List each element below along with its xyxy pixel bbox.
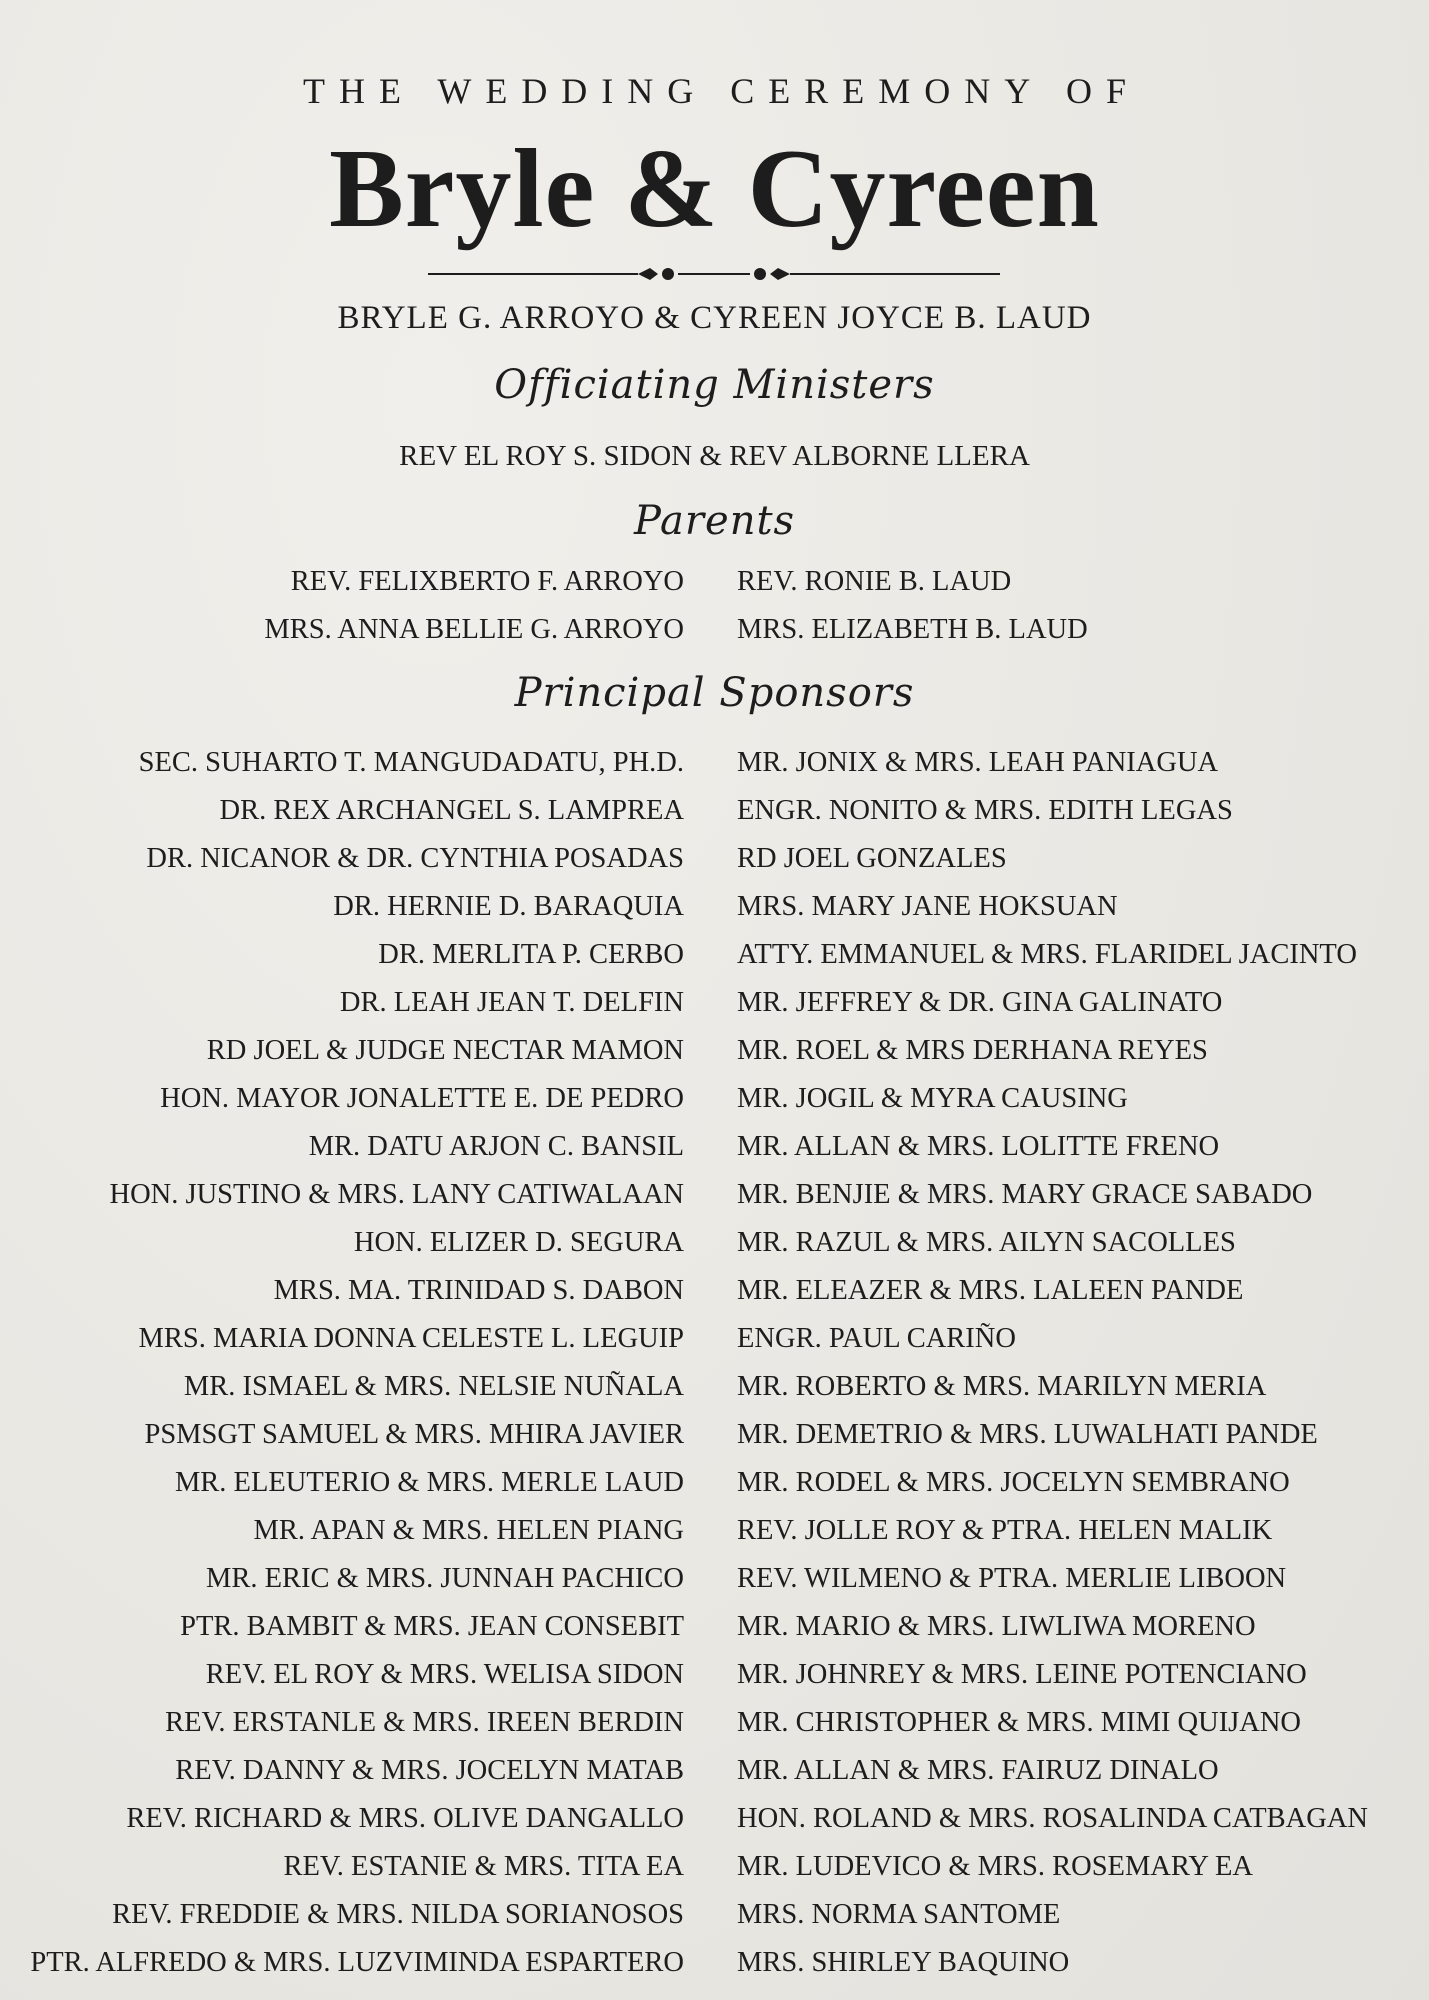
sponsor-name: MR. ALLAN & MRS. LOLITTE FRENO	[737, 1131, 1220, 1162]
sponsor-name: RD JOEL & JUDGE NECTAR MAMON	[206, 1035, 684, 1066]
sponsor-name: MR. CHRISTOPHER & MRS. MIMI QUIJANO	[737, 1707, 1302, 1738]
sponsor-name: REV. ESTANIE & MRS. TITA EA	[283, 1851, 684, 1882]
sponsor-name: DR. LEAH JEAN T. DELFIN	[339, 987, 684, 1018]
sponsor-name: MR. BENJIE & MRS. MARY GRACE SABADO	[737, 1179, 1313, 1210]
sponsor-name: MR. DATU ARJON C. BANSIL	[308, 1131, 684, 1162]
parent-name: MRS. ELIZABETH B. LAUD	[737, 614, 1088, 645]
sponsor-name: MR. APAN & MRS. HELEN PIANG	[253, 1515, 684, 1546]
sponsor-name: MR. ALLAN & MRS. FAIRUZ DINALO	[737, 1755, 1219, 1786]
sponsor-name: MR. ELEUTERIO & MRS. MERLE LAUD	[174, 1467, 684, 1498]
sponsor-name: DR. REX ARCHANGEL S. LAMPREA	[219, 795, 684, 826]
sponsor-name: MRS. SHIRLEY BAQUINO	[737, 1947, 1070, 1978]
sponsor-name: MRS. NORMA SANTOME	[737, 1899, 1061, 1930]
sponsor-name: HON. JUSTINO & MRS. LANY CATIWALAAN	[109, 1179, 684, 1210]
couple-title: Bryle & Cyreen	[329, 127, 1100, 251]
sponsor-name: MR. ERIC & MRS. JUNNAH PACHICO	[205, 1563, 684, 1594]
sponsor-name: HON. ELIZER D. SEGURA	[353, 1227, 684, 1258]
sponsor-name: DR. MERLITA P. CERBO	[378, 939, 684, 970]
parents-groom-side	[264, 558, 684, 654]
sponsor-name: PSMSGT SAMUEL & MRS. MHIRA JAVIER	[144, 1419, 684, 1450]
sponsor-name: ATTY. EMMANUEL & MRS. FLARIDEL JACINTO	[737, 939, 1357, 970]
sponsor-name: MR. MARIO & MRS. LIWLIWA MORENO	[737, 1611, 1256, 1642]
sponsor-name: MR. ROEL & MRS DERHANA REYES	[737, 1035, 1208, 1066]
sponsor-name: MR. JOGIL & MYRA CAUSING	[737, 1083, 1128, 1114]
sponsor-name: PTR. BAMBIT & MRS. JEAN CONSEBIT	[180, 1611, 684, 1642]
sponsor-name: DR. NICANOR & DR. CYNTHIA POSADAS	[146, 843, 684, 874]
sponsor-name: SEC. SUHARTO T. MANGUDADATU, PH.D.	[138, 747, 684, 778]
parent-name: REV. RONIE B. LAUD	[737, 566, 1012, 597]
sponsor-name: REV. DANNY & MRS. JOCELYN MATAB	[175, 1755, 684, 1786]
ministers-heading: Officiating Ministers	[494, 362, 935, 408]
sponsor-name: MRS. MA. TRINIDAD S. DABON	[273, 1275, 684, 1306]
sponsors-right-column	[737, 739, 1368, 1987]
sponsor-name: MRS. MARY JANE HOKSUAN	[737, 891, 1118, 922]
pre-title: THE WEDDING CEREMONY OF	[303, 71, 1140, 111]
sponsor-name: RD JOEL GONZALES	[737, 843, 1007, 874]
sponsor-name: ENGR. NONITO & MRS. EDITH LEGAS	[737, 795, 1233, 826]
sponsor-name: HON. ROLAND & MRS. ROSALINDA CATBAGAN	[737, 1803, 1369, 1834]
sponsor-name: PTR. ALFREDO & MRS. LUZVIMINDA ESPARTERO	[30, 1947, 684, 1978]
sponsor-name: MR. ELEAZER & MRS. LALEEN PANDE	[737, 1275, 1244, 1306]
sponsor-name: REV. WILMENO & PTRA. MERLIE LIBOON	[737, 1563, 1287, 1594]
ministers-names: REV EL ROY S. SIDON & REV ALBORNE LLERA	[399, 440, 1030, 472]
sponsor-name: MR. JEFFREY & DR. GINA GALINATO	[737, 987, 1223, 1018]
parent-name: MRS. ANNA BELLIE G. ARROYO	[264, 614, 684, 645]
sponsor-name: REV. ERSTANLE & MRS. IREEN BERDIN	[165, 1707, 684, 1738]
sponsor-name: ENGR. PAUL CARIÑO	[737, 1323, 1016, 1354]
parents-heading: Parents	[633, 498, 796, 544]
sponsor-name: MR. RODEL & MRS. JOCELYN SEMBRANO	[737, 1467, 1290, 1498]
sponsor-name: MRS. MARIA DONNA CELESTE L. LEGUIP	[138, 1323, 684, 1354]
parents-bride-side	[737, 558, 1088, 654]
sponsor-name: MR. ROBERTO & MRS. MARILYN MERIA	[737, 1371, 1267, 1402]
sponsor-name: DR. HERNIE D. BARAQUIA	[333, 891, 684, 922]
sponsor-name: MR. LUDEVICO & MRS. ROSEMARY EA	[737, 1851, 1253, 1882]
sponsor-name: REV. RICHARD & MRS. OLIVE DANGALLO	[126, 1803, 684, 1834]
sponsors-heading: Principal Sponsors	[514, 670, 915, 716]
sponsor-name: REV. JOLLE ROY & PTRA. HELEN MALIK	[737, 1515, 1273, 1546]
sponsor-name: MR. DEMETRIO & MRS. LUWALHATI PANDE	[737, 1419, 1318, 1450]
sponsor-name: REV. FREDDIE & MRS. NILDA SORIANOSOS	[112, 1899, 684, 1930]
ornament-divider	[428, 262, 1000, 286]
sponsor-name: HON. MAYOR JONALETTE E. DE PEDRO	[160, 1083, 684, 1114]
sponsor-name: MR. JOHNREY & MRS. LEINE POTENCIANO	[737, 1659, 1307, 1690]
sponsor-name: MR. ISMAEL & MRS. NELSIE NUÑALA	[183, 1371, 684, 1402]
sponsors-left-column	[30, 739, 684, 1987]
sponsor-name: MR. JONIX & MRS. LEAH PANIAGUA	[737, 747, 1219, 778]
parent-name: REV. FELIXBERTO F. ARROYO	[290, 566, 684, 597]
couple-full-names: BRYLE G. ARROYO & CYREEN JOYCE B. LAUD	[337, 300, 1092, 336]
sponsor-name: MR. RAZUL & MRS. AILYN SACOLLES	[737, 1227, 1236, 1258]
sponsor-name: REV. EL ROY & MRS. WELISA SIDON	[205, 1659, 684, 1690]
